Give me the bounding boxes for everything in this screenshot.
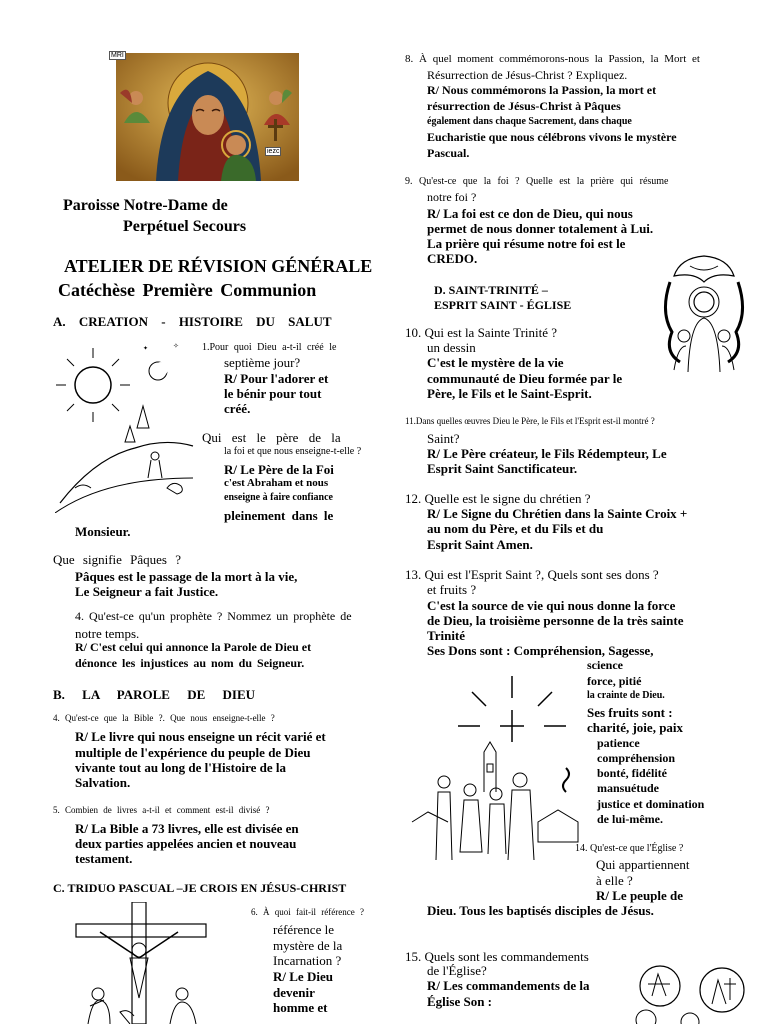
a11-line-1: R/ Le Père créateur, le Fils Rédempteur, Le <box>427 446 667 461</box>
q4b-text: 4. Qu'est-ce que la Bible ?. Que nous enseigne-t-elle ? <box>53 713 275 723</box>
section-d-heading-line-1: D. SAINT-TRINITÉ – <box>434 283 548 297</box>
q2-line-2: la foi et que nous enseigne-t-elle ? <box>224 446 362 457</box>
q13-line-2: et fruits ? <box>427 582 477 597</box>
a4b-line-4: Salvation. <box>75 775 131 790</box>
a13-line-1: C'est la source de vie qui nous donne la force <box>427 598 676 613</box>
a9-line-1: R/ La foi est ce don de Dieu, qui nous <box>427 206 633 221</box>
a4b-line-2: multiple de l'expérience du peuple de Dieu <box>75 745 311 760</box>
section-b-heading: B. LA PAROLE DE DIEU <box>53 687 256 702</box>
a5-line-1: R/ La Bible a 73 livres, elle est divisée en <box>75 821 299 836</box>
q10-line-1: 10. Qui est la Sainte Trinité ? <box>405 325 558 340</box>
q8-line-1: 8. À quel moment commémorons-nous la Passion, la Mort et <box>405 53 700 65</box>
creation-illustration <box>55 338 195 513</box>
a1-line-3: créé. <box>224 401 251 416</box>
section-a-heading-text: A. CREATION - HISTOIRE DU SALUT <box>53 314 332 329</box>
a12-line-1: R/ Le Signe du Chrétien dans la Sainte Croix + <box>427 506 688 521</box>
a9-line-3: La prière qui résume notre foi est le <box>427 236 626 251</box>
a5-line-2: deux parties appelées ancien et nouveau <box>75 836 297 851</box>
q4-line-1 <box>75 609 360 624</box>
a12-line-2: au nom du Père, et du Fils et du <box>427 521 604 536</box>
a13-line-15: de lui-même. <box>597 812 663 826</box>
section-c-heading: C. TRIDUO PASCUAL –JE CROIS EN JÉSUS-CHRIST <box>53 881 347 895</box>
a8-line-3: également dans chaque Sacrement, dans chaque <box>427 116 632 127</box>
q3-text: Que signifie Pâques ? <box>53 552 182 567</box>
a2-line-1: R/ Le Père de la Foi <box>224 462 334 477</box>
a3-line-1: Pâques est le passage de la mort à la vie, <box>75 569 298 584</box>
a10-line-2: communauté de Dieu formée par le <box>427 371 623 386</box>
a6-line-3: homme et <box>273 1000 328 1015</box>
q13-line-1: 13. Qui est l'Esprit Saint ?, Quels sont ses dons ? <box>405 567 659 582</box>
crucifixion-illustration <box>70 902 250 1024</box>
q1-line-1 <box>202 341 366 354</box>
a13-line-11: compréhension <box>597 751 675 765</box>
parish-line-2: Perpétuel Secours <box>123 218 247 235</box>
svg-text:✧: ✧ <box>173 342 179 350</box>
page-subtitle: Catéchèse Première Communion <box>58 280 317 300</box>
q9-line-1: 9. Qu'est-ce que la foi ? Quelle est la prière qui résume <box>405 176 669 187</box>
a4-line-2: dénonce les injustices au nom du Seigneur. <box>75 656 305 670</box>
a2-line-5: Monsieur. <box>75 524 131 539</box>
a1-line-2: le bénir pour tout <box>224 386 322 401</box>
q6-line-4: Incarnation ? <box>273 953 342 968</box>
q6-line-1: 6. À quoi fait-il référence ? <box>251 907 364 917</box>
church-community-illustration <box>408 672 580 860</box>
a4b-line-1: R/ Le livre qui nous enseigne un récit varié et <box>75 729 326 744</box>
a13-line-5: science <box>587 658 623 672</box>
a13-line-7: la crainte de Dieu. <box>587 690 665 701</box>
a4b-line-3: vivante tout au long de l'Histoire de la <box>75 760 287 775</box>
q2-line-1: Qui est le père de la <box>202 430 341 445</box>
a8-line-5: Pascual. <box>427 146 470 160</box>
a1-line-1: R/ Pour l'adorer et <box>224 371 329 386</box>
a14-line-2: Dieu. Tous les baptisés disciples de Jésus. <box>427 903 654 918</box>
q15-line-2: de l'Église? <box>427 963 487 978</box>
svg-text:✦: ✦ <box>143 345 149 352</box>
a10-line-3: Père, le Fils et le Saint-Esprit. <box>427 386 592 401</box>
q4-line-2: notre temps. <box>75 626 140 641</box>
a13-line-13: mansuétude <box>597 781 660 795</box>
a3-line-2: Le Seigneur a fait Justice. <box>75 584 219 599</box>
a13-line-4: Ses Dons sont : Compréhension, Sagesse, <box>427 643 654 658</box>
a13-line-12: bonté, fidélité <box>597 766 667 780</box>
q11-line-1: 11.Dans quelles œuvres Dieu le Père, le Fils et l'Esprit est-il montré ? <box>405 416 655 426</box>
a9-line-2: permet de nous donner totalement à Lui. <box>427 221 654 236</box>
a15-line-1: R/ Les commandements de la <box>427 978 590 993</box>
a13-line-8: Ses fruits sont : <box>587 705 673 720</box>
icon-tag-right: iezc <box>267 148 280 155</box>
q14-line-3: à elle ? <box>596 873 633 888</box>
parish-name <box>63 196 246 237</box>
a13-line-3: Trinité <box>427 628 466 643</box>
q4-text: 4. Qu'est-ce qu'un prophète ? Nommez un prophète de <box>75 609 352 623</box>
a12-line-3: Esprit Saint Amen. <box>427 537 533 552</box>
a14-line-1: R/ Le peuple de <box>596 888 684 903</box>
a13-line-2: de Dieu, la troisième personne de la très sainte <box>427 613 684 628</box>
a6-line-1: R/ Le Dieu <box>273 969 333 984</box>
q5-text: 5. Combien de livres a-t-il et comment est-il divisé ? <box>53 805 270 815</box>
q15-line-1: 15. Quels sont les commandements <box>405 949 589 964</box>
a10-line-1: C'est le mystère de la vie <box>427 355 564 370</box>
a6-line-2: devenir <box>273 985 315 1000</box>
q14-line-2: Qui appartiennent <box>596 857 690 872</box>
parish-line-1: Paroisse Notre-Dame de <box>63 197 228 214</box>
q1-line-2: septième jour? <box>224 355 301 370</box>
commandments-illustration <box>630 960 760 1024</box>
a15-line-2: Église Son : <box>427 994 493 1009</box>
a5-line-3: testament. <box>75 851 133 866</box>
a13-line-9: charité, joie, paix <box>587 720 684 735</box>
madonna-icon-image <box>111 52 299 181</box>
q10-line-2: un dessin <box>427 340 476 355</box>
q8-line-2: Résurrection de Jésus-Christ ? Expliquez. <box>427 68 628 82</box>
icon-tag-left: MRI <box>111 52 124 59</box>
q14-line-1: 14. Qu'est-ce que l'Église ? <box>575 843 684 854</box>
a8-line-2: résurrection de Jésus-Christ à Pâques <box>427 99 621 113</box>
a2-line-2: c'est Abraham et nous <box>224 477 329 489</box>
a8-line-4: Eucharistie que nous célébrons vivons le mystère <box>427 130 677 144</box>
section-d-heading-line-2: ESPRIT SAINT - ÉGLISE <box>434 298 572 312</box>
q6-line-3: mystère de la <box>273 938 343 953</box>
a4-line-1: R/ C'est celui qui annonce la Parole de Dieu et <box>75 640 312 654</box>
q6-line-2: référence le <box>273 922 334 937</box>
section-a-heading <box>53 314 349 329</box>
q12-text: 12. Quelle est le signe du chrétien ? <box>405 491 591 506</box>
page-title: ATELIER DE RÉVISION GÉNÉRALE <box>64 256 373 276</box>
a11-line-2: Esprit Saint Sanctificateur. <box>427 461 578 476</box>
q1-text: 1.Pour quoi Dieu a-t-il créé le <box>202 342 337 353</box>
a13-line-14: justice et domination <box>597 797 705 811</box>
trinity-illustration <box>660 252 748 372</box>
a2-line-3: enseigne à faire confiance <box>224 492 333 503</box>
q11-line-2: Saint? <box>427 431 460 446</box>
a2-line-4: pleinement dans le <box>224 508 334 523</box>
a8-line-1: R/ Nous commémorons la Passion, la mort et <box>427 83 657 97</box>
a9-line-4: CREDO. <box>427 251 478 266</box>
a13-line-10: patience <box>597 736 640 750</box>
q9-line-2: notre foi ? <box>427 190 477 204</box>
a13-line-6: force, pitié <box>587 674 642 688</box>
